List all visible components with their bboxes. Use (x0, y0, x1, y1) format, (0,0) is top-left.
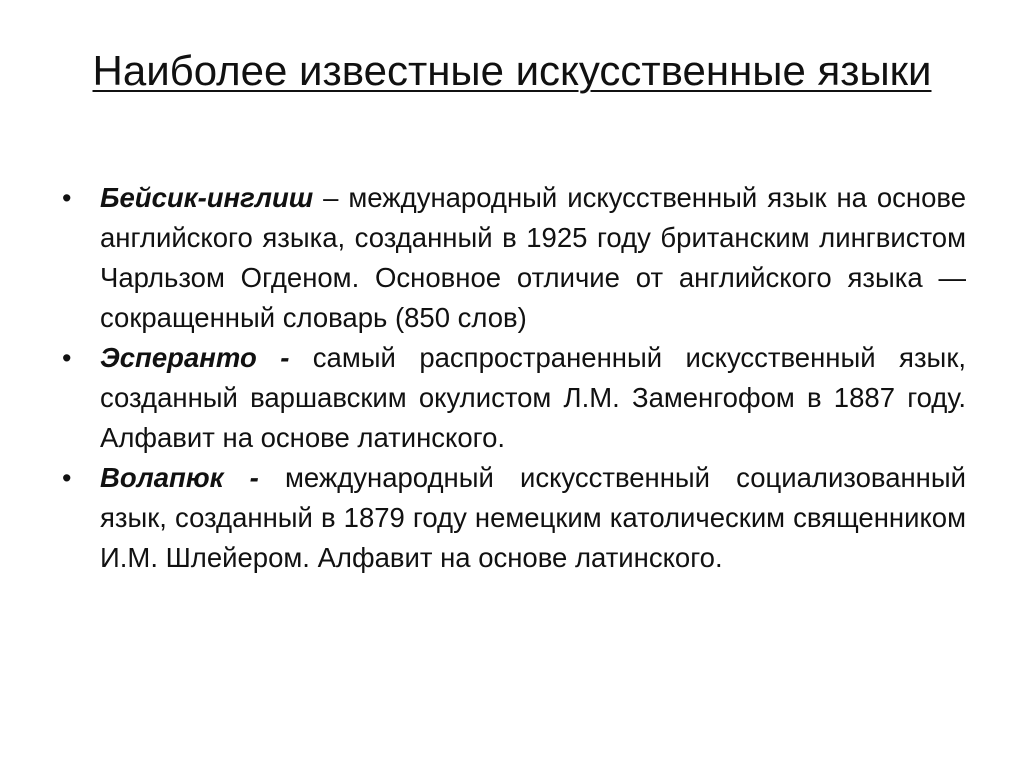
description-esperanto: самый распространенный искусственный язык, созданный варшавским окулистом Л.М. Заменгофом в 1887 году. Алфавит на основе латинского. (100, 342, 966, 453)
term-basic-english: Бейсик-инглиш (100, 182, 314, 213)
bullet-list (60, 178, 966, 578)
description-volapuk: международный искусственный социализованный язык, созданный в 1879 году немецким католическим священником И.М. Шлейером. Алфавит на основе латинского. (100, 462, 966, 573)
bullet-item-esperanto (60, 338, 966, 458)
bullet-icon: • (62, 183, 72, 213)
term-esperanto: Эсперанто - (100, 342, 290, 373)
bullet-item-volapuk (60, 458, 966, 578)
bullet-item-basic-english (60, 178, 966, 338)
slide-title: Наиболее известные искусственные языки (92, 47, 932, 94)
bullet-icon: • (62, 463, 72, 493)
bullet-icon: • (62, 343, 72, 373)
description-basic-english: – международный искусственный язык на основе английского языка, созданный в 1925 году британским лингвистом Чарльзом Огденом. Основное отличие от английского языка — сокращенный словарь (850 слов) (100, 182, 966, 333)
term-volapuk: Волапюк - (100, 462, 259, 493)
